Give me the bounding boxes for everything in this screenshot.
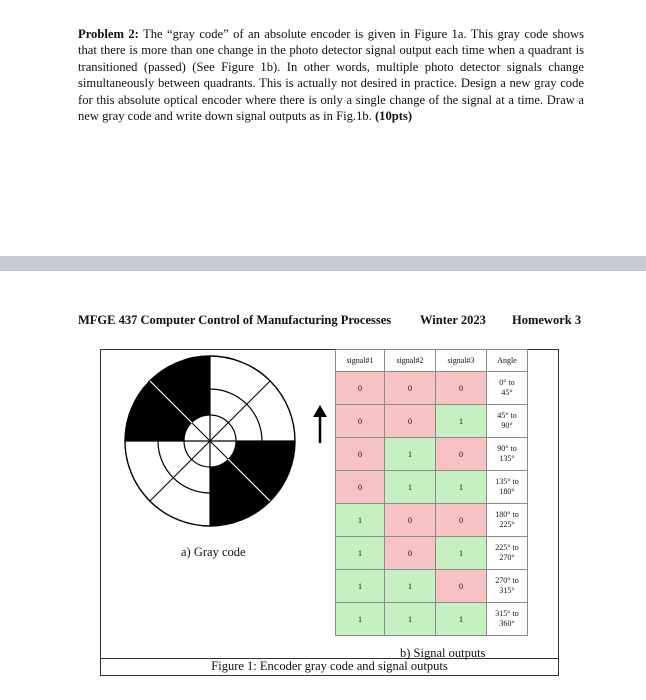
figure-caption: Figure 1: Encoder gray code and signal outputs [100,659,559,676]
signal-cell: 0 [336,405,385,438]
table-row [336,603,528,636]
signal-cell: 1 [336,603,385,636]
signal-cell: 0 [336,471,385,504]
signal-cell: 0 [385,405,436,438]
table-row [336,471,528,504]
signal-cell: 1 [336,570,385,603]
signal-cell: 1 [385,438,436,471]
problem-label: Problem 2: [78,27,139,41]
signal-cell: 0 [436,570,487,603]
problem-points: (10pts) [374,109,413,124]
gray-code-wheel [112,355,332,535]
column-header: signal#3 [436,350,487,372]
column-header: signal#2 [385,350,436,372]
signal-cell: 0 [336,372,385,405]
rotation-arrow-icon [313,405,327,443]
signal-cell: 1 [336,504,385,537]
signal-cell: 1 [385,570,436,603]
signal-cell: 0 [436,504,487,537]
signal-cell: 1 [385,471,436,504]
column-header: Angle [487,350,528,372]
term-label: Winter 2023 [420,313,486,327]
table-row [336,438,528,471]
table-row [336,504,528,537]
signal-cell: 0 [436,372,487,405]
signal-outputs-table [335,349,528,636]
angle-cell: 315° to 360° [487,603,528,636]
signal-cell: 1 [336,537,385,570]
signal-cell: 0 [336,438,385,471]
table-row [336,405,528,438]
signal-outputs-label: b) Signal outputs [400,646,486,660]
angle-cell: 135° to 180° [487,471,528,504]
problem-text: The “gray code” of an absolute encoder is given in Figure 1a. This gray code shows that there is more than one change in the photo detector signal output each time when a quadrant is transitioned (passed) (See Figure 1b). In other words, multiple photo detector signals change simultaneously between quadrants. This is actually not desired in practice. Design a new gray code for this absolute optical encoder where there is only a single change of the signal at a time. Draw a new gray code and write down signal outputs as in Fig.1b. [78,27,584,124]
problem-statement [78,26,584,124]
table-row [336,570,528,603]
angle-cell: 180° to 225° [487,504,528,537]
signal-cell: 1 [436,537,487,570]
angle-cell: 90° to 135° [487,438,528,471]
signal-cell: 1 [385,603,436,636]
table-row [336,372,528,405]
column-header: signal#1 [336,350,385,372]
course-title: MFGE 437 Computer Control of Manufacturing Processes [78,313,392,327]
angle-cell: 0° to 45° [487,372,528,405]
page-divider [0,256,646,271]
gray-code-label: a) Gray code [181,545,246,559]
signal-cell: 0 [385,537,436,570]
signal-cell: 1 [436,471,487,504]
angle-cell: 270° to 315° [487,570,528,603]
angle-cell: 225° to 270° [487,537,528,570]
table-header-row [336,350,528,372]
signal-cell: 0 [436,438,487,471]
table-row [336,537,528,570]
signal-cell: 0 [385,372,436,405]
angle-cell: 45° to 90° [487,405,528,438]
signal-cell: 1 [436,603,487,636]
signal-cell: 1 [436,405,487,438]
signal-cell: 0 [385,504,436,537]
homework-label: Homework 3 [512,313,582,327]
